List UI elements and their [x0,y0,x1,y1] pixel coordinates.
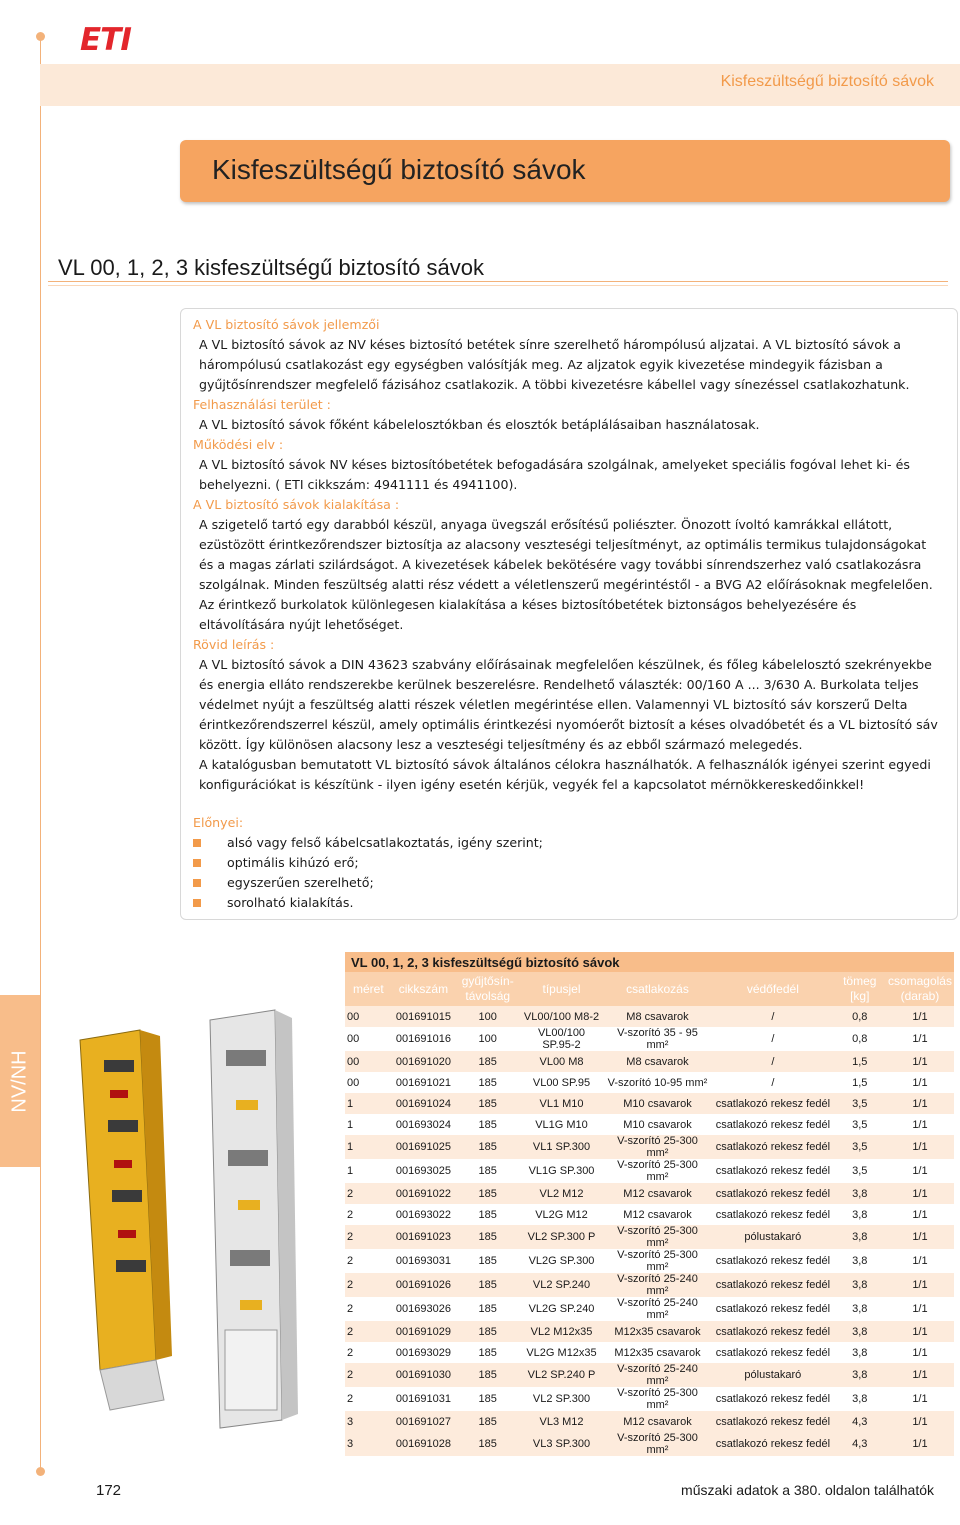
table-cell: 001691021 [392,1072,456,1093]
table-cell: pólustakaró [712,1363,833,1387]
table-cell: M12x35 csavarok [603,1342,712,1363]
table-row [345,1051,954,1072]
table-cell: 00 [345,1072,392,1093]
table-cell: VL00 SP.95 [520,1072,603,1093]
paragraph-custom-configs: A katalógusban bemutatott VL biztosító sávok általános célokra használhatók. A felhasználók igényei szerint egyedi konfigurációkat is készítünk - ilyen igény esetén kérjük, vegyék fel a kapcsolatot mérnökkereskedőinkkel! [199,757,931,792]
col-article: cikkszám [392,972,456,1006]
table-row [345,1225,954,1249]
table-cell: 185 [455,1387,520,1411]
table-cell: 3 [345,1411,392,1432]
table-cell: 1/1 [886,1363,954,1387]
table-cell: 2 [345,1249,392,1273]
table-cell: 1/1 [886,1204,954,1225]
table-cell: 1/1 [886,1006,954,1027]
table-cell: M8 csavarok [603,1006,712,1027]
table-cell: 3,8 [834,1225,886,1249]
table-cell: 2 [345,1342,392,1363]
table-cell: V-szorító 10-95 mm² [603,1072,712,1093]
table-cell: 001693031 [392,1249,456,1273]
table-cell: 2 [345,1225,392,1249]
paragraph-features: A VL biztosító sávok az NV késes biztosító betétek sínre szerelhető hárompólusú aljzatai. A VL biztosító sávok a hárompólusú csatlakozást egy egységben valósítják meg. Az aljzatok egyik kivezetése mindegyik fázisban a gyűjtősínrendszer megfelelő fázisához csatlakozik. A többi kivezetésre kábellel vagy sínezéssel csatlakozhatunk. [199,337,910,392]
table-cell: 0,8 [834,1006,886,1027]
table-cell: 3,8 [834,1249,886,1273]
table-cell: 1/1 [886,1342,954,1363]
table-row [345,1273,954,1297]
table-cell: 2 [345,1273,392,1297]
table-cell: VL00/100 SP.95-2 [520,1027,603,1051]
table-cell: VL00/100 M8-2 [520,1006,603,1027]
table-cell: M12 csavarok [603,1183,712,1204]
list-item: alsó vagy felső kábelcsatlakoztatás, igény szerint; [193,833,938,853]
table-row [345,1183,954,1204]
heading-features: A VL biztosító sávok jellemzői [193,317,380,332]
paragraph-design: A szigetelő tartó egy darabból készül, anyaga üvegszál erősítésű poliészter. Önozott ívoltó kamrákkal ellátott, ezüstözött érintkezőrendszer biztosítja az alacsony veszteségi teljesítményt, az optimális termikus tulajdonságokat és a magas zárlati szilárdságot. A kivezetések kábelek bekötésére vagy további sínrendszerhez való csatlakozásra szolgálnak. Minden feszültség alatti rész védett a véletlenszerű megérintéstől - a BVG A2 előírásoknak megfelelően. Az érintkező burkolatok különlegesen kialakítása a késes biztosítóbetétek biztonságos behelyezésére és eltávolítására nyújt lehetőséget. [199,517,933,632]
table-cell: M12 csavarok [603,1204,712,1225]
table-cell: 3,5 [834,1093,886,1114]
table-cell: VL2G SP.300 [520,1249,603,1273]
table-cell: 3 [345,1432,392,1456]
table-cell: 1/1 [886,1183,954,1204]
table-cell: 3,8 [834,1321,886,1342]
table-cell: csatlakozó rekesz fedél [712,1273,833,1297]
table-cell: csatlakozó rekesz fedél [712,1249,833,1273]
table-cell: 001693024 [392,1114,456,1135]
table-cell: 2 [345,1321,392,1342]
table-cell: VL2G M12 [520,1204,603,1225]
table-cell: 001691026 [392,1273,456,1297]
table-cell: VL1 SP.300 [520,1135,603,1159]
eti-logo: ETI [80,22,131,58]
list-item: optimális kihúzó erő; [193,853,938,873]
table-cell: V-szorító 35 - 95 mm² [603,1027,712,1051]
table-cell: M10 csavarok [603,1093,712,1114]
page-number: 172 [96,1482,122,1499]
table-cell: VL2G SP.240 [520,1297,603,1321]
table-cell: 185 [455,1297,520,1321]
table-cell: 1 [345,1093,392,1114]
table-row [345,1363,954,1387]
table-cell: 185 [455,1159,520,1183]
table-cell: 1/1 [886,1387,954,1411]
table-cell: 3,8 [834,1273,886,1297]
table-row [345,1159,954,1183]
table-cell: VL2 M12 [520,1183,603,1204]
table-cell: 001691030 [392,1363,456,1387]
table-cell: pólustakaró [712,1225,833,1249]
table-cell: csatlakozó rekesz fedél [712,1204,833,1225]
table-cell: 001693026 [392,1297,456,1321]
table-cell: M10 csavarok [603,1114,712,1135]
bullet-square-icon [193,839,201,847]
table-cell: 1,5 [834,1072,886,1093]
table-cell: 185 [455,1432,520,1456]
description-text [193,315,938,795]
table-cell: 1/1 [886,1159,954,1183]
table-cell: V-szorító 25-240 mm² [603,1297,712,1321]
table-cell: / [712,1051,833,1072]
paragraph-usage: A VL biztosító sávok főként kábelelosztókban és elosztók betáplálásaiban használatosak. [199,417,760,432]
table-cell: 3,8 [834,1183,886,1204]
table-row [345,1204,954,1225]
table-row [345,1432,954,1456]
table-cell: 3,8 [834,1387,886,1411]
table-cell: 001691020 [392,1051,456,1072]
table-cell: 1/1 [886,1027,954,1051]
table-cell: 001691024 [392,1093,456,1114]
title-banner [180,140,950,202]
advantages-list [193,833,938,913]
table-cell: csatlakozó rekesz fedél [712,1411,833,1432]
table-cell: 185 [455,1183,520,1204]
table-row [345,1321,954,1342]
table-row [345,1093,954,1114]
table-cell: 3,8 [834,1297,886,1321]
side-tab-label: NV/NH [8,1050,31,1113]
table-cell: csatlakozó rekesz fedél [712,1183,833,1204]
heading-advantages: Előnyei: [193,815,244,830]
table-cell: 1/1 [886,1273,954,1297]
table-cell: 2 [345,1297,392,1321]
table-cell: csatlakozó rekesz fedél [712,1342,833,1363]
table-cell: 185 [455,1114,520,1135]
table-cell: 185 [455,1342,520,1363]
table-cell: 100 [455,1006,520,1027]
table-row [345,1249,954,1273]
table-cell: csatlakozó rekesz fedél [712,1135,833,1159]
table-cell: 185 [455,1249,520,1273]
bullet-square-icon [193,899,201,907]
table-cell: 3,8 [834,1363,886,1387]
table-cell: 1/1 [886,1411,954,1432]
table-header-row [345,972,954,1006]
table-cell: 2 [345,1183,392,1204]
table-cell: 0,8 [834,1027,886,1051]
table-cell: 4,3 [834,1411,886,1432]
subtitle-divider [48,281,948,282]
section-subtitle: VL 00, 1, 2, 3 kisfeszültségű biztosító sávok [58,255,484,280]
paragraph-short-description: A VL biztosító sávok a DIN 43623 szabvány előírásainak megfelelően készülnek, és főleg kábelelosztó szekrényekbe és energia elláto rendszerekbe kerülnek beszerelésre. Rendelhető választék: 00/160 A ... 3/630 A. Burkolata teljes védelmet nyújt a feszültség alatti részek véletlen megérintése ellen. Valamennyi VL biztosító sáv korszerű Delta érintkezőrendszerrel készül, amely optimális érintkezési nyomóerőt biztosít a késes olvadóbetét és a VL biztosító sáv között. Így különösen alacsony lesz a veszteségi teljesítmény és az ebből származó melegedés. [199,657,938,752]
table-cell: VL00 M8 [520,1051,603,1072]
col-size: méret [345,972,392,1006]
table-cell: 001691022 [392,1183,456,1204]
table-cell: 185 [455,1135,520,1159]
table-cell: 3,8 [834,1204,886,1225]
table-cell: V-szorító 25-240 mm² [603,1273,712,1297]
col-packaging: csomagolás (darab) [886,972,954,1006]
margin-line [40,36,41,1472]
table-cell: V-szorító 25-240 mm² [603,1363,712,1387]
table-cell: V-szorító 25-300 mm² [603,1387,712,1411]
table-cell: 1/1 [886,1135,954,1159]
table-cell: V-szorító 25-300 mm² [603,1159,712,1183]
table-cell: 185 [455,1225,520,1249]
table-cell: VL2 M12x35 [520,1321,603,1342]
table-cell: 1/1 [886,1297,954,1321]
table-cell: 2 [345,1204,392,1225]
table-body [345,1006,954,1456]
table-cell: 001691023 [392,1225,456,1249]
heading-usage: Felhasználási terület : [193,397,331,412]
table-cell: csatlakozó rekesz fedél [712,1114,833,1135]
table-cell: 001691027 [392,1411,456,1432]
table-row [345,1072,954,1093]
table-cell: V-szorító 25-300 mm² [603,1225,712,1249]
table-row [345,1006,954,1027]
table-cell: 185 [455,1273,520,1297]
table-cell: VL3 M12 [520,1411,603,1432]
table-cell: 001691029 [392,1321,456,1342]
table-cell: / [712,1072,833,1093]
table-cell: 185 [455,1363,520,1387]
table-cell: M8 csavarok [603,1051,712,1072]
table-cell: V-szorító 25-300 mm² [603,1249,712,1273]
table-cell: 185 [455,1051,520,1072]
table-cell: csatlakozó rekesz fedél [712,1321,833,1342]
margin-dot-top [36,32,45,41]
table-cell: 1/1 [886,1249,954,1273]
table-cell: V-szorító 25-300 mm² [603,1135,712,1159]
table-cell: 001691031 [392,1387,456,1411]
advantages-block [193,813,938,913]
heading-operation: Működési elv : [193,437,284,452]
list-item: sorolható kialakítás. [193,893,938,913]
table-cell: 4,3 [834,1432,886,1456]
table-cell: 185 [455,1321,520,1342]
table-cell: VL2G M12x35 [520,1342,603,1363]
table-cell: VL2 SP.240 P [520,1363,603,1387]
table-cell: 001693025 [392,1159,456,1183]
table-cell: csatlakozó rekesz fedél [712,1297,833,1321]
table-cell: 1 [345,1114,392,1135]
col-connection: csatlakozás [603,972,712,1006]
header-section-title: Kisfeszültségű biztosító sávok [720,73,934,90]
bullet-square-icon [193,859,201,867]
table-row [345,1342,954,1363]
table-cell: 1 [345,1159,392,1183]
table-row [345,1114,954,1135]
table-cell: VL2 SP.300 P [520,1225,603,1249]
table-cell: 001693022 [392,1204,456,1225]
table-cell: 001691016 [392,1027,456,1051]
col-weight: tömeg [kg] [834,972,886,1006]
table-cell: 1/1 [886,1114,954,1135]
table-cell: csatlakozó rekesz fedél [712,1159,833,1183]
table-cell: / [712,1027,833,1051]
table-cell: M12x35 csavarok [603,1321,712,1342]
table-cell: 1,5 [834,1051,886,1072]
table-cell: 00 [345,1027,392,1051]
heading-short-description: Rövid leírás : [193,637,275,652]
table-caption: VL 00, 1, 2, 3 kisfeszültségű biztosító sávok [345,952,954,972]
table-cell: 1/1 [886,1072,954,1093]
margin-dot-bottom [36,1467,45,1476]
table-row [345,1297,954,1321]
table-cell: 185 [455,1204,520,1225]
table-cell: 1/1 [886,1321,954,1342]
table-cell: csatlakozó rekesz fedél [712,1432,833,1456]
table-cell: 185 [455,1072,520,1093]
subtitle-divider-2 [48,285,948,286]
table-cell: 185 [455,1411,520,1432]
table-cell: 001693029 [392,1342,456,1363]
table-cell: 1/1 [886,1051,954,1072]
table-row [345,1027,954,1051]
table-cell: 001691025 [392,1135,456,1159]
table-cell: VL3 SP.300 [520,1432,603,1456]
table-cell: 00 [345,1051,392,1072]
table-cell: 100 [455,1027,520,1051]
list-item: egyszerűen szerelhető; [193,873,938,893]
table-row [345,1387,954,1411]
page-title: Kisfeszültségű biztosító sávok [212,154,586,185]
table-cell: 001691028 [392,1432,456,1456]
table-cell: 185 [455,1093,520,1114]
table-cell: 3,5 [834,1135,886,1159]
heading-design: A VL biztosító sávok kialakítása : [193,497,400,512]
table-cell: 3,5 [834,1114,886,1135]
table-cell: 00 [345,1006,392,1027]
table-row [345,1135,954,1159]
fuse-rail-product-image [60,1000,340,1440]
table-cell: V-szorító 25-300 mm² [603,1432,712,1456]
table-cell: 2 [345,1387,392,1411]
bullet-square-icon [193,879,201,887]
table-cell: VL1G M10 [520,1114,603,1135]
table-cell: M12 csavarok [603,1411,712,1432]
table-cell: VL1 M10 [520,1093,603,1114]
col-type: típusjel [520,972,603,1006]
product-table [345,952,954,1456]
paragraph-operation: A VL biztosító sávok NV késes biztosítóbetétek befogadására szolgálnak, amelyeket speciális fogóval lehet ki- és behelyezni. ( ETI cikkszám: 4941111 és 4941100). [199,457,910,492]
table-cell: csatlakozó rekesz fedél [712,1093,833,1114]
table-cell: csatlakozó rekesz fedél [712,1387,833,1411]
table-cell: 1/1 [886,1225,954,1249]
table-cell: / [712,1006,833,1027]
col-cover: védőfedél [712,972,833,1006]
table-cell: VL2 SP.240 [520,1273,603,1297]
footer-note: műszaki adatok a 380. oldalon találhatók [681,1482,934,1498]
table-cell: 1 [345,1135,392,1159]
table-cell: 2 [345,1363,392,1387]
table-cell: VL1G SP.300 [520,1159,603,1183]
table-row [345,1411,954,1432]
table-cell: 3,5 [834,1159,886,1183]
col-busbar-distance: gyűjtősín-távolság [455,972,520,1006]
table-cell: 3,8 [834,1342,886,1363]
table-cell: 001691015 [392,1006,456,1027]
table-cell: 1/1 [886,1093,954,1114]
table-cell: VL2 SP.300 [520,1387,603,1411]
table-cell: 1/1 [886,1432,954,1456]
